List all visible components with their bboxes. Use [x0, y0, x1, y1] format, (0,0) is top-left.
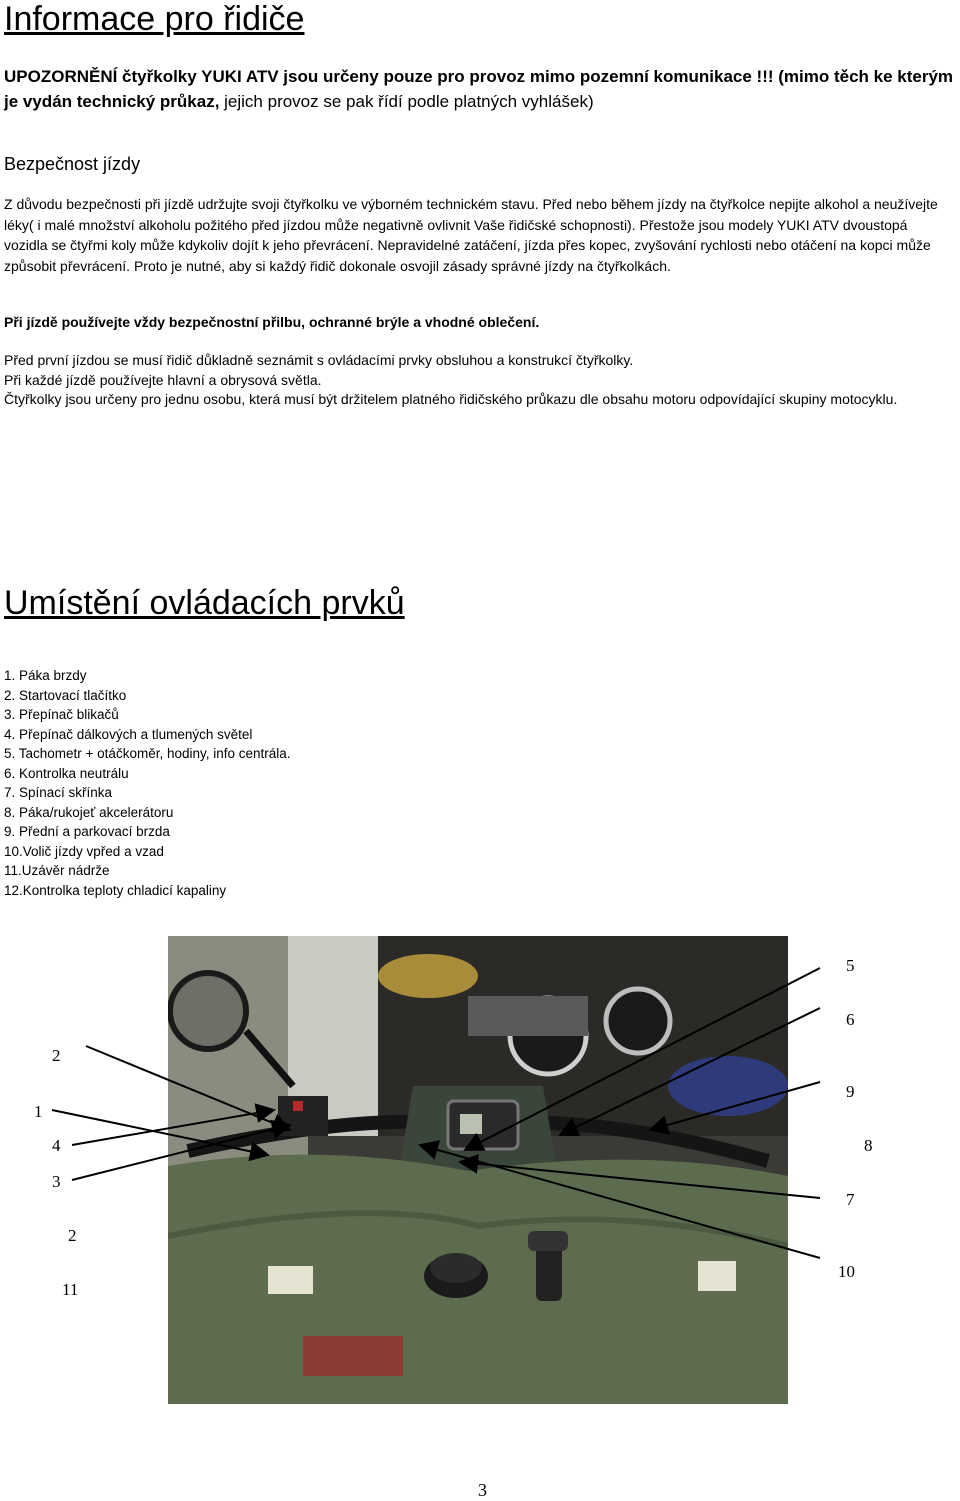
- arrow-4: [72, 1110, 274, 1145]
- list-item: 6. Kontrolka neutrálu: [4, 765, 129, 781]
- arrow-5: [465, 968, 820, 1150]
- list-item: 5. Tachometr + otáčkoměr, hodiny, info centrála.: [4, 746, 291, 761]
- paragraph-safety: Z důvodu bezpečnosti při jízdě udržujte svoji čtyřkolku ve výborném technickém stavu. Před nebo během jízdy na čtyřkolce nepijte alkohol a neužívejte léky( i malé množství alkoholu požitého před jízdou může negativně ovlivnit Vaše řidičské schopnosti). Přestože jsou modely YUKI ATV dvoustopá vozidla se čtyřmi koly může kdykoliv dojít k jeho převrácení. Nepravidelné zatáčení, jízda přes kopec, zvyšování rychlosti nebo otáčení na kopci může způsobit převrácení. Proto je nutné, aby si každý řidič dokonale osvojil zásady správné jízdy na čtyřkolkách.: [4, 196, 938, 274]
- list-item: 4. Přepínač dálkových a tlumených světel: [4, 726, 253, 742]
- safety-title: Bezpečnost jízdy: [4, 154, 141, 174]
- list-item: 8. Páka/rukojeť akcelerátoru: [4, 804, 174, 820]
- list-item: 9. Přední a parkovací brzda: [4, 824, 170, 839]
- paragraph-first-ride: Před první jízdou se musí řidič důkladně seznámit s ovládacími prvky obsluhou a konstrukcí čtyřkolky.: [4, 352, 634, 368]
- list-item: 12.Kontrolka teploty chladicí kapaliny: [4, 882, 227, 898]
- page-number: 3: [478, 1480, 487, 1500]
- warning-text: [4, 64, 958, 114]
- list-item: 11.Uzávěr nádrže: [4, 863, 110, 878]
- callout-2a: 2: [52, 1046, 61, 1065]
- list-item: 10.Volič jízdy vpřed a vzad: [4, 843, 164, 859]
- controls-list: [4, 666, 291, 900]
- warning-bold: UPOZORNĚNÍ čtyřkolky YUKI ATV jsou určeny pouze pro provoz mimo pozemní komunikace !!! (mimo těch ke kterým je vydán technický průkaz,: [4, 67, 954, 111]
- arrow-9: [650, 1082, 820, 1130]
- arrow-10: [420, 1145, 820, 1258]
- callout-4: 4: [52, 1136, 61, 1155]
- arrow-2a: [86, 1046, 290, 1130]
- callout-7: 7: [846, 1190, 855, 1209]
- controls-title: Umístění ovládacích prvků: [4, 584, 405, 622]
- paragraph-helmet: Při jízdě používejte vždy bezpečnostní přilbu, ochranné brýle a vhodné oblečení.: [4, 314, 540, 330]
- callout-5: 5: [846, 956, 855, 975]
- list-item: 3. Přepínač blikačů: [4, 707, 119, 722]
- list-item: 1. Páka brzdy: [4, 668, 87, 683]
- callout-1: 1: [34, 1102, 43, 1121]
- callout-11: 11: [62, 1280, 79, 1299]
- callout-2b: 2: [68, 1226, 77, 1245]
- callout-6: 6: [846, 1010, 855, 1029]
- paragraph-license: Čtyřkolky jsou určeny pro jednu osobu, která musí být držitelem platného řidičského průkazu dle obsahu motoru odpovídající skupiny motocyklu.: [4, 391, 898, 407]
- callout-10: 10: [838, 1262, 855, 1281]
- callout-arrows: [0, 930, 960, 1350]
- callout-9: 9: [846, 1082, 855, 1101]
- list-item: 2. Startovací tlačítko: [4, 687, 127, 703]
- list-item: 7. Spínací skřínka: [4, 785, 113, 800]
- page-title: Informace pro řidiče: [4, 0, 305, 38]
- warning-normal: jejich provoz se pak řídí podle platných vyhlášek): [219, 92, 594, 111]
- arrow-7: [460, 1162, 820, 1198]
- callout-8: 8: [864, 1136, 873, 1155]
- callout-3: 3: [52, 1172, 61, 1191]
- paragraph-lights: Při každé jízdě používejte hlavní a obrysová světla.: [4, 372, 322, 388]
- arrow-6: [560, 1008, 820, 1135]
